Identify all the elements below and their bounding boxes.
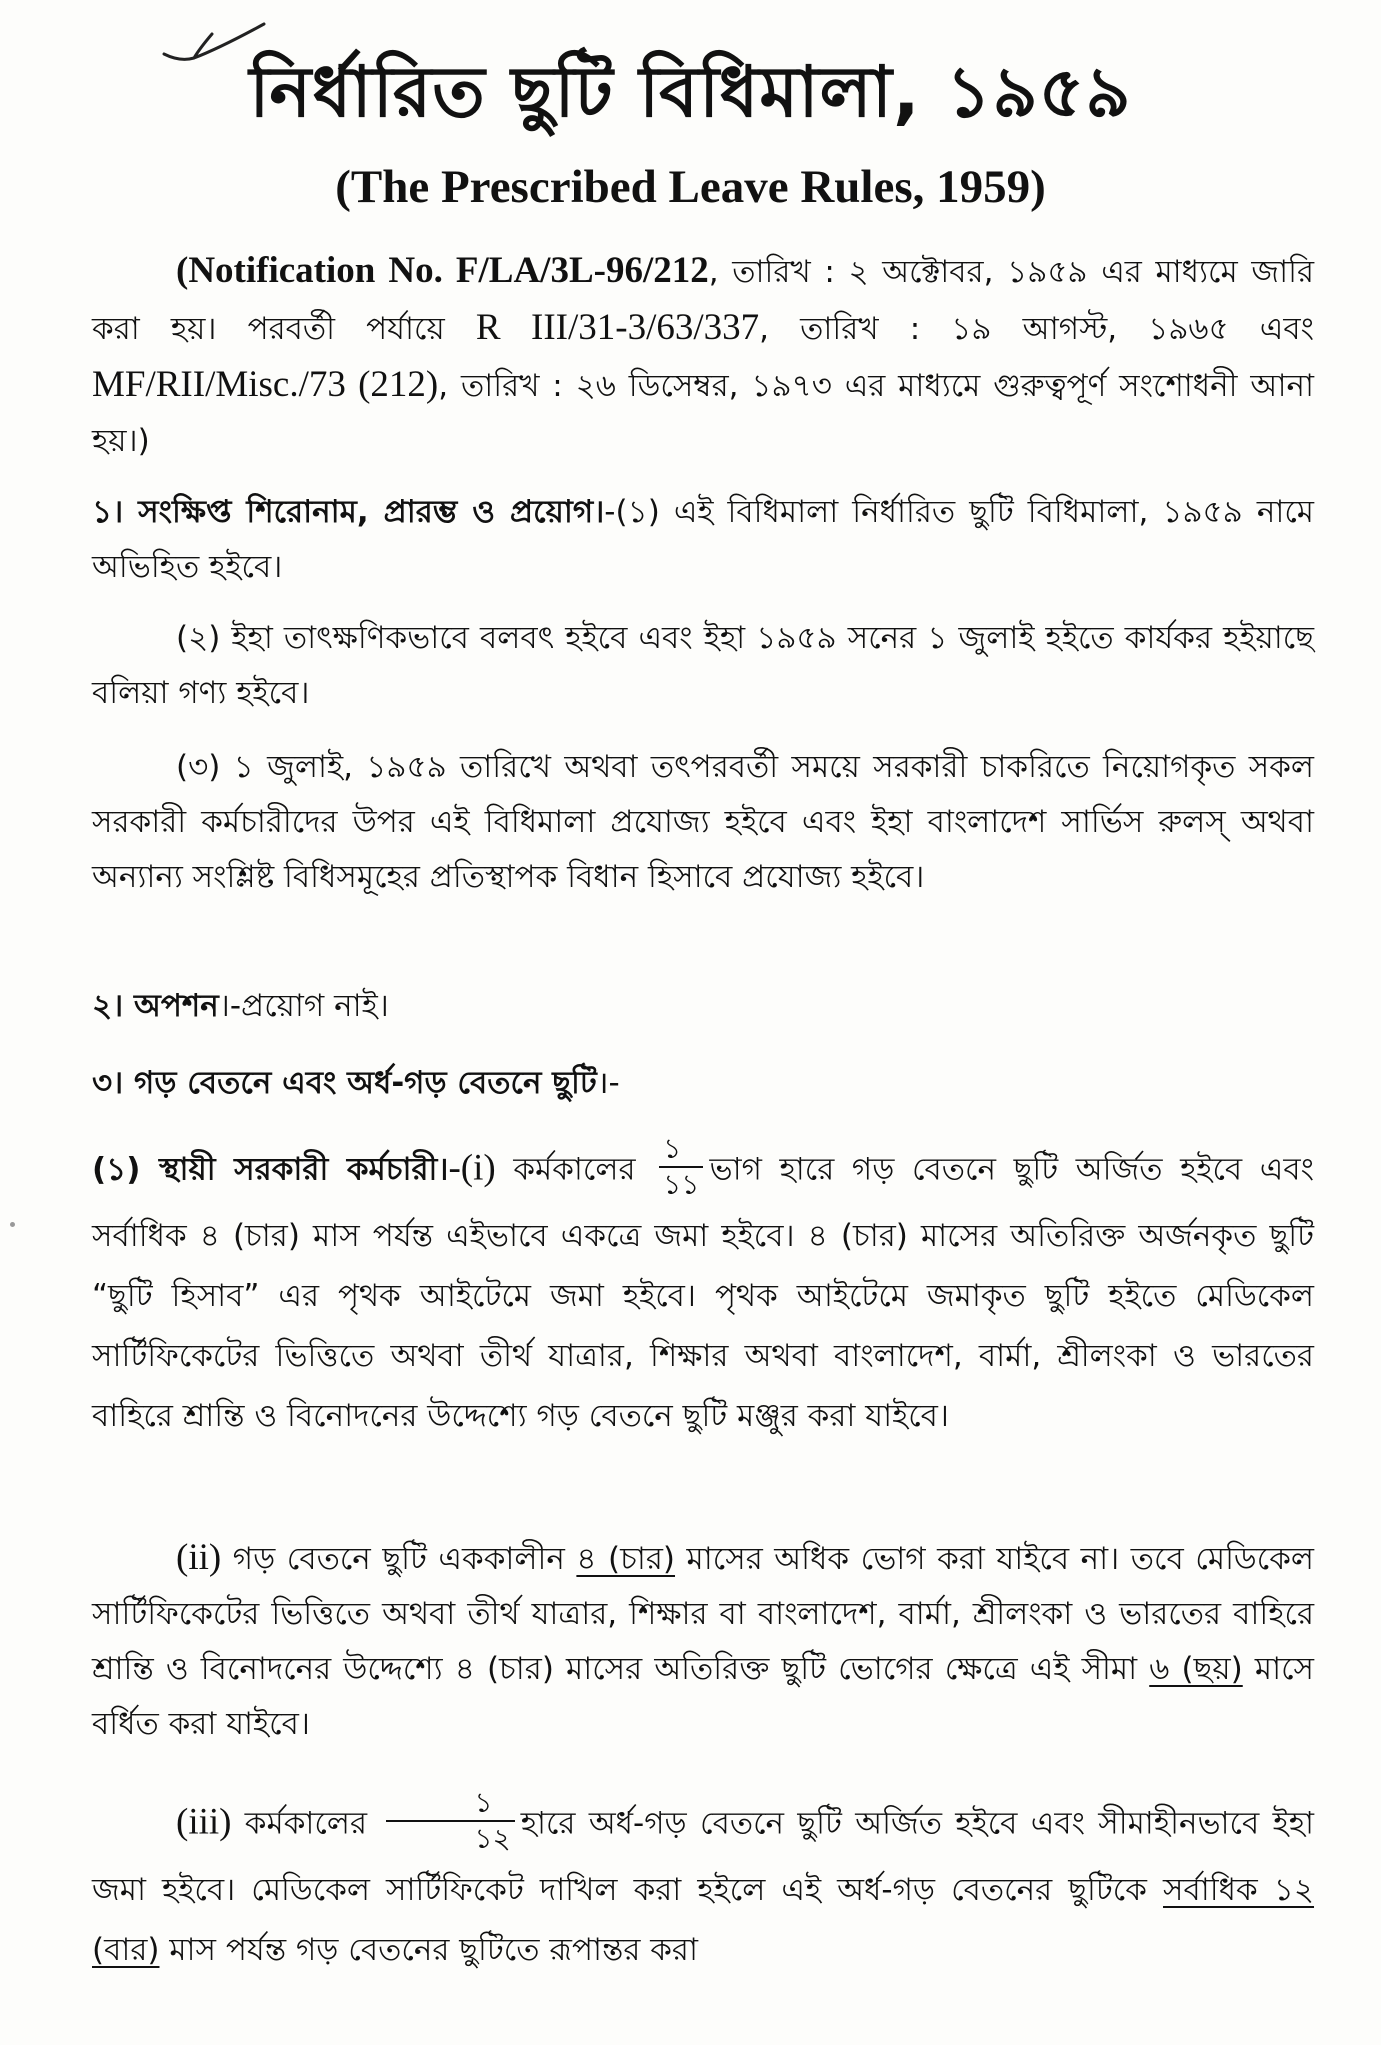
- rule-2-paragraph: [92, 979, 1314, 1034]
- underlined-four-months: ৪ (চার): [576, 1541, 676, 1577]
- rule-2-heading: ২। অপশন: [92, 988, 219, 1024]
- notification-ref-2: R III/31-3/63/337: [475, 307, 760, 348]
- notification-paragraph: (Notification No. F/LA/3L-96/212, তারিখ : ২ অক্টোবর, ১৯৫৯ এর মাধ্যমে জারি করা হয়। পরবর্তী পর্যায়ে R III/31-3/63/337, তারিখ : ১৯ আগস্ট, ১৯৬৫ এবং MF/RII/Misc./73 (212), তারিখ : ২৬ ডিসেম্বর, ১৯৭৩ এর মাধ্যমে গুরুত্বপূর্ণ সংশোধনী আনা হয়।): [92, 250, 1315, 459]
- underlined-six-months: ৬ (ছয়): [1149, 1651, 1243, 1687]
- rule-1-subsection-3: (৩) ১ জুলাই, ১৯৫৯ তারিখে অথবা তৎপরবর্তী সময়ে সরকারী চাকরিতে নিয়োগকৃত সকল সরকারী কর্মচারীদের উপর এই বিধিমালা প্রযোজ্য হইবে এবং ইহা বাংলাদেশ সার্ভিস রুলস্ অথবা অন্যান্য সংশ্লিষ্ট বিধিসমূহের প্রতিস্থাপক বিধান হিসাবে প্রযোজ্য হইবে।: [92, 749, 1314, 895]
- rule-1-subsection-2: (২) ইহা তাৎক্ষণিকভাবে বলবৎ হইবে এবং ইহা ১৯৫৯ সনের ১ জুলাই হইতে কার্যকর হইয়াছে বলিয়া গণ্য হইবে।: [92, 620, 1314, 711]
- fraction-one-twelfth: $\frac{১}{১২}$: [386, 1786, 514, 1856]
- rule-3-subsection-1: (১) স্থায়ী সরকারী কর্মচারী।-(i) কর্মকালের $\frac{১}{১১}$ ভাগ হারে গড় বেতনে ছুটি অর্জিত হইবে এবং সর্বাধিক ৪ (চার) মাস পর্যন্ত এইভাবে একত্রে জমা হইবে। ৪ (চার) মাসের অতিরিক্ত অর্জনকৃত ছুটি “ছুটি হিসাব” এর পৃথক আইটেমে জমা হইবে। পৃথক আইটেমে জমাকৃত ছুটি হইতে মেডিকেল সার্টিফিকেটের ভিত্তিতে অথবা তীর্থ যাত্রার, শিক্ষার অথবা বাংলাদেশ, বার্মা, শ্রীলংকা ও ভারতের বাহিরে শ্রান্তি ও বিনোদনের উদ্দেশ্যে গড় বেতনে ছুটি মঞ্জুর করা যাইবে।: [92, 1132, 1314, 1434]
- rule-3-heading: ৩। গড় বেতনে এবং অর্ধ-গড় বেতনে ছুটি: [92, 1065, 597, 1101]
- page-subtitle: (The Prescribed Leave Rules, 1959): [335, 161, 1046, 213]
- rule-3-clause-ii: (ii) গড় বেতনে ছুটি এককালীন ৪ (চার) মাসের অধিক ভোগ করা যাইবে না। তবে মেডিকেল সার্টিফিকেটের ভিত্তিতে অথবা তীর্থ যাত্রার, শিক্ষার বা বাংলাদেশ, বার্মা, শ্রীলংকা ও ভারতের বাহিরে শ্রান্তি ও বিনোদনের উদ্দেশ্যে ৪ (চার) মাসের অতিরিক্ত ছুটি ভোগের ক্ষেত্রে এই সীমা ৬ (ছয়) মাসে বর্ধিত করা যাইবে।: [92, 1537, 1315, 1742]
- rule-1-heading: ১। সংক্ষিপ্ত শিরোনাম, প্রারম্ভ ও প্রয়োগ।: [92, 494, 605, 530]
- rule-1-paragraph: [92, 485, 1314, 595]
- notification-number: (Notification No. F/LA/3L-96/212: [176, 250, 709, 291]
- fraction-one-eleventh: $\frac{১}{১১}$: [659, 1132, 703, 1202]
- scan-speck: [10, 1222, 15, 1227]
- notification-ref-3: MF/RII/Misc./73 (212): [92, 364, 439, 405]
- rule-2-text: ।-প্রয়োগ নাই।: [218, 988, 389, 1024]
- rule-3-heading-line: ৩। গড় বেতনে এবং অর্ধ-গড় বেতনে ছুটি।-: [92, 1065, 620, 1101]
- rule-1-text: -(১) এই বিধিমালা নির্ধারিত ছুটি বিধিমালা, ১৯৫৯ নামে অভিহিত হইবে।: [92, 494, 1314, 585]
- subsection-1-heading: (১) স্থায়ী সরকারী কর্মচারী।: [92, 1151, 449, 1188]
- page-title: নির্ধারিত ছুটি বিধিমালা, ১৯৫৯: [249, 51, 1132, 133]
- underlined-twelve-months: সর্বাধিক ১২ (বার): [92, 1872, 1315, 1968]
- rule-3-clause-iii: (iii) কর্মকালের $\frac{১}{১২}$ হারে অর্ধ-গড় বেতনে ছুটি অর্জিত হইবে এবং সীমাহীনভাবে ইহা জমা হইবে। মেডিকেল সার্টিফিকেট দাখিল করা হইলে এই অর্ধ-গড় বেতনের ছুটিকে সর্বাধিক ১২ (বার) মাস পর্যন্ত গড় বেতনের ছুটিতে রূপান্তর করা: [92, 1786, 1315, 1968]
